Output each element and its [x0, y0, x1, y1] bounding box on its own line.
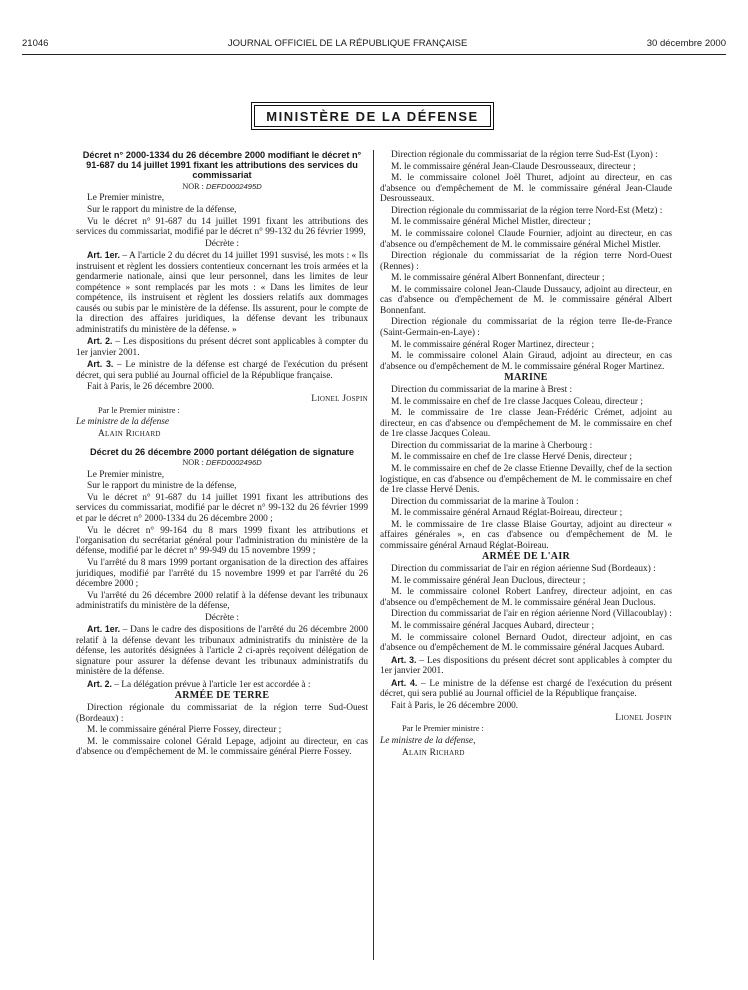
list-item: Direction régionale du commissariat de la région terre Sud-Ouest (Bordeaux) : [76, 703, 368, 724]
article-heading: Art. 2. [87, 336, 113, 347]
header-rule [22, 54, 726, 55]
list-item: Direction régionale du commissariat de la région terre Nord-Ouest (Rennes) : [380, 251, 672, 272]
section-heading-marine: MARINE [504, 372, 548, 384]
list-item: M. le commissaire colonel Bernard Oudot, directeur adjoint, en cas d'absence ou d'empêchement de M. le commissaire général Jacques Aubard. [380, 632, 672, 654]
list-item: Direction du commissariat de la marine à Toulon : [391, 496, 579, 507]
decree2-nor-code: DEFD0002496D [205, 458, 262, 468]
list-item: Direction du commissariat de la marine à Cherbourg : [391, 440, 593, 451]
decree1-article-1 [76, 250, 368, 335]
list-item: M. le commissaire général Albert Bonnenfant, directeur ; [391, 273, 605, 284]
decree2-title: Décret du 26 décembre 2000 portant délégation de signature [90, 446, 354, 457]
article-text: – Le ministre de la défense est chargé de l'exécution du présent décret, qui sera publié au Journal officiel de la République française. [380, 678, 672, 700]
list-item: Direction régionale du commissariat de la région terre Nord-Est (Metz) : [391, 205, 663, 216]
decree2-para: Vu l'arrêté du 8 mars 1999 portant organisation de la direction des affaires juridiques, modifié par l'arrêté du 15 novembre 1999 et par l'arrêté du 26 décembre 2000 ; [76, 558, 368, 589]
decree1-nor [76, 182, 368, 192]
list-item: Direction du commissariat de l'air en région aérienne Sud (Bordeaux) : [391, 564, 656, 575]
decree1-minister-name: Alain Richard [98, 429, 161, 440]
decree1-para: Le Premier ministre, [87, 193, 165, 204]
decree1-signer: Lionel Jospin [311, 394, 368, 405]
article-text: – A l'article 2 du décret du 14 juillet 1991 susvisé, les mots : « Ils instruisent et règlent les dossiers contentieux concernant les trois armées et la gendarmerie nationale, ainsi que leur personnel, dans les limites de leur compétence » sont remplacés par les mots : « Dans les limites de leur compétence, ils instruisent et règlent les dossiers relatifs aux dommages causés ou subis par le ministère de la défense. Ils assurent, pour le compte de la direction des affaires juridiques, la défense devant les tribunaux administratifs du ministère de la défense. » [76, 251, 369, 335]
decree2-para: Sur le rapport du ministre de la défense, [87, 481, 237, 492]
decree2-article-2 [76, 679, 368, 690]
decree2-para: Vu le décret n° 99-164 du 8 mars 1999 fixant les attributions et l'organisation du secrétariat général pour l'administration du ministère de la défense, modifié par le décret n° 99-949 du 15 novembre 1999 ; [76, 525, 368, 557]
list-item: M. le commissaire général Roger Martinez, directeur ; [391, 339, 595, 350]
list-item: M. le commissaire général Michel Mistler, directeur ; [391, 217, 591, 228]
article-text: – Dans le cadre des dispositions de l'arrêté du 26 décembre 2000 relatif à la défense devant les tribunaux administratifs du ministère de la défense, les autorités désignées à l'article 2 ci-après reçoivent délégation de signature pour assurer la défense devant les tribunaux administratifs du ministère de la défense. [76, 625, 369, 678]
decree1-decrete: Décrète : [205, 238, 239, 249]
decree1-par-le: Par le Premier ministre : [98, 405, 180, 415]
list-item: M. le commissaire colonel Alain Giraud, adjoint au directeur, en cas d'absence ou d'empêchement de M. le commissaire général Roger Martinez. [380, 351, 672, 372]
decree1-para: Sur le rapport du ministre de la défense, [87, 205, 237, 216]
decree2-par-le: Par le Premier ministre : [402, 724, 484, 734]
article-text: – Le ministre de la défense est chargé de l'exécution du présent décret, qui sera publié au Journal officiel de la République française. [76, 360, 368, 381]
list-item: M. le commissaire général Jacques Aubard, directeur ; [391, 621, 595, 632]
decree1-minister-title: Le ministre de la défense [76, 417, 170, 428]
ministry-box [251, 102, 494, 130]
list-item: M. le commissaire en chef de 2e classe Etienne Devailly, chef de la section logistique, en cas d'absence ou d'empêchement de M. le commissaire en chef de 1re classe Hervé Denis. [380, 464, 672, 495]
list-item: Direction régionale du commissariat de la région terre Sud-Est (Lyon) : [391, 150, 658, 160]
article-text: – Les dispositions du présent décret sont applicables à compter du 1er janvier 2001. [380, 655, 672, 677]
decree2-article-3 [380, 655, 672, 677]
decree1-article-3 [76, 359, 368, 381]
list-item: Direction du commissariat de l'air en région aérienne Nord (Villacoublay) : [391, 609, 672, 620]
list-item: M. le commissaire de 1re classe Blaise Gourtay, adjoint au directeur « affaires générales », en cas d'absence ou d'empêchement de M. le commissaire général Arnaud Réglat-Boireau. [380, 519, 672, 551]
decree2-article-4 [380, 678, 672, 700]
list-item: M. le commissaire général Pierre Fossey, directeur ; [87, 725, 282, 736]
decree2-article-1 [76, 624, 368, 677]
page-header [22, 38, 726, 49]
article-text: – La délégation prévue à l'article 1er est accordée à : [111, 679, 311, 690]
article-text: – Les dispositions du présent décret sont applicables à compter du 1er janvier 2001. [76, 337, 368, 358]
article-heading: Art. 1er. [87, 250, 120, 261]
section-heading-armee-de-terre: ARMÉE DE TERRE [174, 690, 270, 702]
decree2-minister-title: Le ministre de la défense, [380, 735, 476, 746]
decree2-fait: Fait à Paris, le 26 décembre 2000. [391, 701, 519, 712]
decree2-para: Vu l'arrêté du 26 décembre 2000 relatif à la défense devant les tribunaux administratifs du ministère de la défense, [76, 590, 368, 612]
ministry-title: MINISTÈRE DE LA DÉFENSE [266, 108, 479, 124]
article-heading: Art. 4. [391, 677, 418, 688]
right-column [380, 150, 672, 759]
section-heading-armee-de-l-air: ARMÉE DE L'AIR [481, 551, 571, 563]
list-item: M. le commissaire de 1re classe Jean-Frédéric Crémet, adjoint au directeur, en cas d'absence ou d'empêchement de M. le commissaire en chef de 1re classe Jacques Coleau. [380, 408, 672, 440]
list-item: M. le commissaire en chef de 1re classe Hervé Denis, directeur ; [391, 452, 633, 463]
decree2-para: Vu le décret n° 91-687 du 14 juillet 1991 fixant les attributions des services du commissariat, modifié par le décret n° 99-132 du 26 février 1999 et par le décret n° 2000-1334 du 26 décembre 2000 ; [76, 492, 368, 524]
list-item: Direction du commissariat de la marine à Brest : [391, 384, 573, 395]
decree2-nor [76, 458, 368, 468]
decree1-title: Décret n° 2000-1334 du 26 décembre 2000 modifiant le décret n° 91-687 du 14 juillet 1991 fixant les attributions des services du commissariat [82, 150, 362, 181]
decree2-decrete: Décrète : [205, 612, 239, 623]
list-item: M. le commissaire colonel Robert Lanfrey, directeur adjoint, en cas d'absence ou d'empêchement de M. le commissaire général Jean Duclous. [380, 587, 672, 608]
journal-title: JOURNAL OFFICIEL DE LA RÉPUBLIQUE FRANÇAISE [227, 38, 468, 49]
article-heading: Art. 2. [87, 678, 112, 689]
decree1-nor-label: NOR : [182, 181, 204, 191]
list-item: M. le commissaire général Arnaud Réglat-Boireau, directeur ; [391, 508, 623, 519]
decree2-nor-label: NOR : [182, 458, 204, 468]
decree1-nor-code: DEFD0002495D [205, 181, 262, 191]
left-column [76, 150, 368, 759]
list-item: M. le commissaire général Jean-Claude Desrousseaux, directeur ; [391, 161, 636, 172]
column-divider [373, 150, 374, 960]
decree1-article-2 [76, 336, 368, 358]
decree1-para: Vu le décret n° 91-687 du 14 juillet 1991 fixant les attributions des services du commissariat, modifié par le décret n° 99-132 du 26 février 1999, [76, 216, 368, 238]
article-heading: Art. 3. [87, 359, 114, 370]
article-heading: Art. 3. [391, 654, 417, 665]
list-item: Direction régionale du commissariat de la région terre Ile-de-France (Saint-Germain-en-Laye) : [380, 317, 672, 338]
decree1-fait: Fait à Paris, le 26 décembre 2000. [87, 382, 215, 393]
decree2-para: Le Premier ministre, [87, 469, 165, 480]
list-item: M. le commissaire colonel Gérald Lepage, adjoint au directeur, en cas d'absence ou d'empêchement de M. le commissaire général Pierre Fossey. [76, 736, 368, 758]
page-number: 21046 [22, 38, 49, 49]
list-item: M. le commissaire en chef de 1re classe Jacques Coleau, directeur ; [391, 396, 643, 407]
list-item: M. le commissaire général Jean Duclous, directeur ; [391, 575, 586, 586]
list-item: M. le commissaire colonel Joël Thuret, adjoint au directeur, en cas d'absence ou d'empêchement de M. le commissaire général Jean-Claude Desrousseaux. [380, 173, 672, 205]
issue-date: 30 décembre 2000 [646, 38, 726, 49]
list-item: M. le commissaire colonel Jean-Claude Dussaucy, adjoint au directeur, en cas d'absence ou d'empêchement de M. le commissaire général Albert Bonnenfant. [380, 284, 672, 316]
list-item: M. le commissaire colonel Claude Fournier, adjoint au directeur, en cas d'absence ou d'empêchement de M. le commissaire général Michel Mistler. [380, 229, 672, 250]
article-heading: Art. 1er. [87, 624, 121, 635]
decree2-signer: Lionel Jospin [615, 712, 672, 723]
decree2-minister-name: Alain Richard [402, 747, 465, 758]
